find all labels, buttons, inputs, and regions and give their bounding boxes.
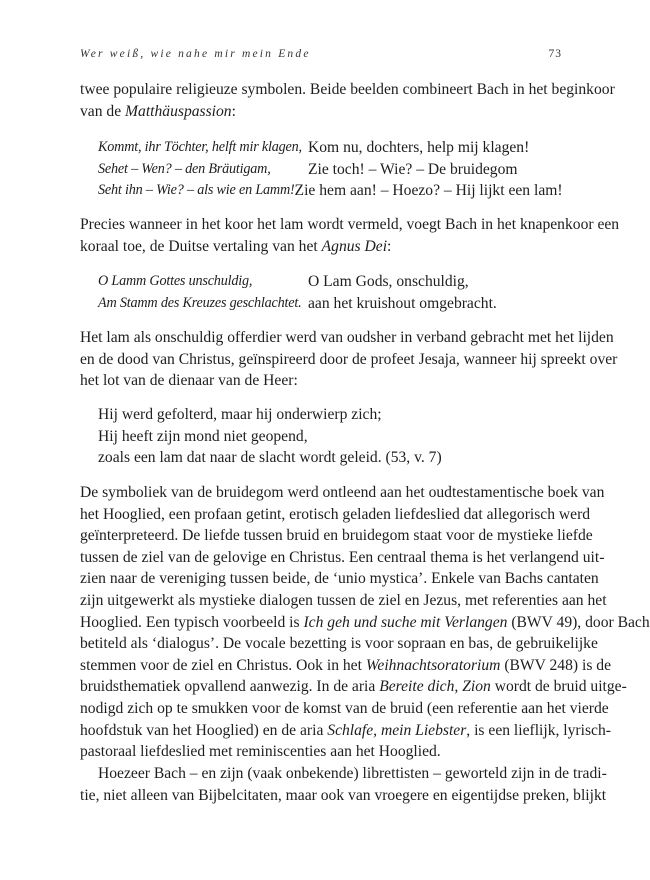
german-line: Seht ihn – Wie? – als wie en Lamm! [98,182,295,199]
german-line: Kommt, ihr Töchter, helft mir klagen, [98,139,302,155]
text-line: Precies wanneer in het koor het lam wordt vermeld, voegt Bach in het knapenkoor een [80,216,620,233]
work-title: Weihnachtsoratorium [365,656,501,674]
german-line: Sehet – Wen? – den Bräutigam, [98,160,271,177]
text-line: betiteld als ‘dialogus’. De vocale bezetting is voor sopraan en bas, de gebruikelijke [80,635,598,653]
text-span: stemmen voor de ziel en Christus. Ook in het [80,656,366,674]
text-line: tie, niet alleen van Bijbelcitaten, maar ook van vroegere en eigentijdse preken, blijkt [80,786,607,804]
paragraph-4 [80,482,650,763]
text-line [80,236,562,258]
dutch-line: aan het kruishout omgebracht. [308,294,497,312]
page-number: 73 [548,48,562,60]
work-title: Ich geh und suche mit Verlangen [303,613,508,631]
text-line: en de dood van Christus, geïnspireerd door de profeet Jesaja, wanneer hij spreekt over [80,350,618,368]
paragraph-3 [80,327,618,392]
text-span: koraal toe, de Duitse vertaling van het [80,237,322,255]
quote-block-2 [98,271,562,314]
quote-row [98,293,562,315]
work-title: Schlafe, mein Liebster [327,721,467,739]
work-title: Matthäuspassion [125,102,232,120]
text-span: (BWV 248) is de [500,656,612,674]
text-line: Hoezeer Bach – en zijn (vaak onbekende) librettisten – geworteld zijn in de tradi- [98,765,607,782]
text-span: hoofdstuk van het Hooglied) en de aria [80,721,328,739]
paragraph-5 [80,763,607,806]
text-line: tussen de ziel van de gelovige en Christus. Een centraal thema is het verlangend uit- [80,548,605,566]
dutch-line: Kom nu, dochters, help mij klagen! [308,139,530,156]
quote-block-1 [98,137,562,202]
text-span: van de [80,102,126,120]
quote-row [98,271,562,293]
text-line [80,720,611,742]
text-line: nodigd zich op te smukken voor de komst van de bruid (een referentie aan het vierde [80,699,609,717]
text-line: De symboliek van de bruidegom werd ontleend aan het oudtestamentische boek van [80,484,605,501]
paragraph-2 [80,214,620,257]
text-line [80,676,627,698]
text-span: Hooglied. Een typisch voorbeeld is [80,613,304,631]
work-title: Agnus Dei [321,237,388,255]
running-head [80,48,562,66]
verse-line: Hij werd gefolterd, maar hij onderwierp zich; [98,406,382,423]
text-line [80,655,612,677]
text-line [80,101,562,123]
verse-line: Hij heeft zijn mond niet geopend, [98,427,308,445]
text-span: (BWV 49), door Bach [507,613,650,631]
quote-row [98,180,562,202]
text-line [80,612,650,634]
text-span: : [387,237,392,255]
german-line: O Lamm Gottes unschuldig, [98,273,253,289]
text-span: bruidsthematiek opvallend aanwezig. In de aria [80,678,380,696]
text-line: twee populaire religieuze symbolen. Beide beelden combineert Bach in het beginkoor [80,81,615,98]
paragraph-1 [80,79,615,122]
text-line: zijn uitgewerkt als mystieke dialogen tussen de ziel en Jezus, met referenties aan het [80,591,607,609]
text-line: het lot van de dienaar van de Heer: [80,372,298,390]
work-title: Bereite dich, Zion [379,678,491,696]
running-head-title: Wer weiß, wie nahe mir mein Ende [80,48,311,60]
text-line: geïnterpreteerd. De liefde tussen bruid en bruidegom staat voor de mystieke liefde [80,527,593,545]
text-line: zien naar de vereniging tussen beide, de ‘unio mystica’. Enkele van Bachs cantaten [80,570,599,588]
text-line: het Hooglied, een profaan getint, erotisch geladen liefdeslied dat allegorisch werd [80,505,591,523]
dutch-line: Zie toch! – Wie? – De bruidegom [308,160,518,178]
quote-row [98,137,562,159]
dutch-line: Zie hem aan! – Hoezo? – Hij lijkt een lam! [294,182,563,200]
text-line: pastoraal liefdeslied met reminiscenties aan het Hooglied. [80,743,441,761]
text-line: Het lam als onschuldig offerdier werd van oudsher in verband gebracht met het lijden [80,329,614,346]
text-span: : [231,102,236,120]
text-span: wordt de bruid uitge- [490,678,627,696]
verse-block [98,404,562,469]
text-span: , is een lieflijk, lyrisch- [466,721,611,739]
quote-row [98,159,562,181]
dutch-line: O Lam Gods, onschuldig, [308,273,469,290]
verse-line: zoals een lam dat naar de slacht wordt geleid. (53, v. 7) [98,449,442,467]
german-line: Am Stamm des Kreuzes geschlachtet. [98,294,302,311]
